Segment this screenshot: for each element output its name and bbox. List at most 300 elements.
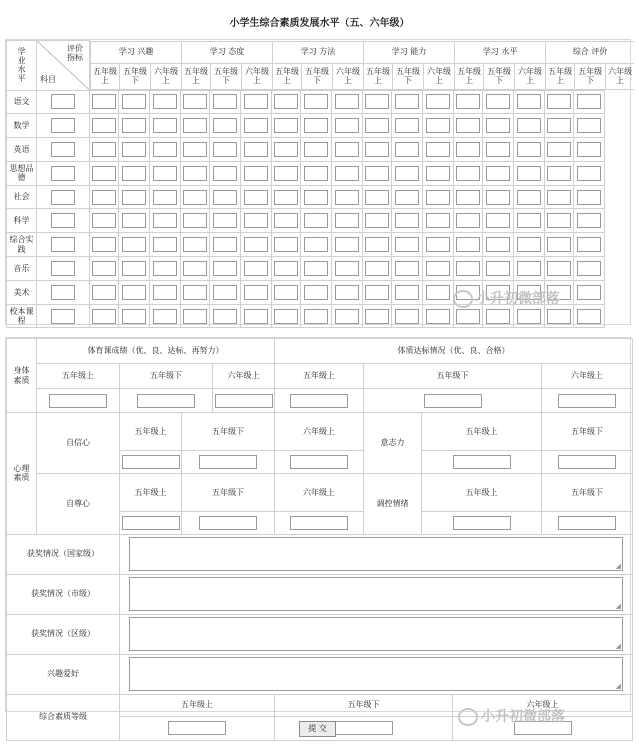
remark-textarea[interactable] (129, 657, 623, 691)
score-input[interactable] (335, 190, 359, 205)
score-input[interactable] (122, 309, 146, 324)
score-input[interactable] (395, 213, 419, 228)
score-input[interactable] (183, 309, 207, 324)
score-cell (332, 185, 363, 209)
score-input[interactable] (92, 285, 116, 300)
score-input[interactable] (274, 213, 298, 228)
score-input[interactable] (51, 213, 75, 228)
score-input[interactable] (213, 285, 237, 300)
score-input[interactable] (577, 285, 601, 300)
watermark (458, 706, 565, 726)
pe-input-cell (120, 389, 213, 413)
score-input[interactable] (274, 237, 298, 252)
score-input[interactable] (51, 237, 75, 252)
fitness-input[interactable] (290, 394, 348, 408)
score-input[interactable] (213, 237, 237, 252)
score-input[interactable] (92, 190, 116, 205)
subject-label: 社会 (7, 185, 37, 209)
score-input[interactable] (365, 118, 389, 133)
remark-textarea[interactable] (129, 577, 623, 611)
score-input[interactable] (577, 118, 601, 133)
score-cell (574, 233, 605, 257)
score-cell (363, 280, 392, 304)
resize-grip-icon[interactable]: ◢ (615, 642, 622, 650)
header-eval-label: 评价指标 (67, 44, 83, 63)
score-cell (272, 185, 301, 209)
score-input[interactable] (153, 118, 177, 133)
score-input[interactable] (244, 94, 268, 109)
score-input[interactable] (274, 285, 298, 300)
grade-header: 五年级上 (364, 63, 393, 89)
category-header: 学习 能力 (364, 41, 455, 63)
score-input[interactable] (395, 142, 419, 157)
score-cell (90, 233, 119, 257)
subject-row (7, 90, 634, 114)
score-input[interactable] (274, 118, 298, 133)
score-input[interactable] (153, 166, 177, 181)
score-input[interactable] (426, 309, 450, 324)
score-input[interactable] (365, 166, 389, 181)
remark-label: 获奖情况（市级） (7, 574, 120, 614)
score-input[interactable] (547, 261, 571, 276)
score-input[interactable] (365, 237, 389, 252)
remark-label: 获奖情况（国家级） (7, 534, 120, 574)
score-cell (392, 280, 423, 304)
score-input[interactable] (122, 190, 146, 205)
score-input[interactable] (213, 309, 237, 324)
score-cell (210, 138, 241, 162)
score-cell (423, 90, 454, 114)
score-input[interactable] (122, 94, 146, 109)
score-cell (181, 185, 210, 209)
score-cell (574, 161, 605, 185)
score-input[interactable] (183, 190, 207, 205)
subject-label: 数学 (7, 114, 37, 138)
score-input[interactable] (577, 142, 601, 157)
score-cell (241, 257, 272, 281)
score-cell (332, 138, 363, 162)
psych-input[interactable] (122, 455, 180, 469)
score-input[interactable] (365, 261, 389, 276)
pe-input-cell (37, 389, 120, 413)
score-input[interactable] (335, 309, 359, 324)
grade-header: 五年级下 (575, 63, 606, 89)
score-input[interactable] (51, 285, 75, 300)
score-input[interactable] (335, 142, 359, 157)
score-cell (514, 257, 545, 281)
watermark (453, 288, 560, 308)
score-cell (332, 304, 363, 328)
score-input[interactable] (577, 237, 601, 252)
score-cell (454, 185, 483, 209)
score-input[interactable] (213, 213, 237, 228)
score-input[interactable] (92, 166, 116, 181)
grade-header: 五年级下 (484, 63, 515, 89)
score-input[interactable] (365, 190, 389, 205)
psych-input-cell (542, 511, 633, 534)
score-cell (119, 185, 150, 209)
overall-grade-input[interactable] (168, 721, 226, 735)
psych-input[interactable] (558, 455, 616, 469)
score-cell (574, 304, 605, 328)
score-input[interactable] (577, 213, 601, 228)
score-input[interactable] (304, 213, 328, 228)
score-input[interactable] (304, 285, 328, 300)
score-input[interactable] (426, 285, 450, 300)
score-input[interactable] (547, 213, 571, 228)
score-input[interactable] (51, 166, 75, 181)
score-input[interactable] (517, 261, 541, 276)
score-input[interactable] (426, 190, 450, 205)
score-input[interactable] (274, 261, 298, 276)
score-input[interactable] (335, 94, 359, 109)
score-input[interactable] (335, 166, 359, 181)
overall-grade-input[interactable] (335, 721, 393, 735)
score-input[interactable] (577, 94, 601, 109)
score-input[interactable] (274, 190, 298, 205)
score-input[interactable] (304, 237, 328, 252)
score-input[interactable] (335, 261, 359, 276)
score-input[interactable] (153, 261, 177, 276)
score-input[interactable] (244, 309, 268, 324)
grade-header: 六年级上 (515, 63, 546, 89)
score-input[interactable] (274, 309, 298, 324)
score-input[interactable] (153, 213, 177, 228)
fitness-input[interactable] (424, 394, 482, 408)
score-input[interactable] (92, 309, 116, 324)
score-input[interactable] (274, 94, 298, 109)
score-input[interactable] (213, 94, 237, 109)
category-header-area (90, 41, 634, 91)
score-input[interactable] (92, 237, 116, 252)
score-cell (210, 280, 241, 304)
score-input[interactable] (577, 261, 601, 276)
subject-row (7, 233, 634, 257)
score-input[interactable] (244, 261, 268, 276)
score-cell (332, 161, 363, 185)
score-cell (574, 209, 605, 233)
score-cell (454, 161, 483, 185)
score-input[interactable] (547, 237, 571, 252)
psych-input[interactable] (290, 455, 348, 469)
subject-label: 语文 (7, 90, 37, 114)
grade-header: 五年级上 (91, 63, 120, 89)
score-input[interactable] (395, 190, 419, 205)
score-input[interactable] (51, 261, 75, 276)
score-input[interactable] (92, 213, 116, 228)
score-input[interactable] (122, 213, 146, 228)
score-input[interactable] (153, 285, 177, 300)
score-input[interactable] (486, 142, 510, 157)
score-input[interactable] (456, 94, 480, 109)
psych-grade-label: 五年级上 (422, 473, 542, 511)
score-input[interactable] (183, 213, 207, 228)
subject-row (7, 138, 634, 162)
psych-input-cell (542, 450, 633, 473)
score-cell (119, 209, 150, 233)
score-cell (272, 209, 301, 233)
score-input[interactable] (547, 166, 571, 181)
score-input[interactable] (274, 166, 298, 181)
watermark-logo-icon (458, 708, 478, 726)
academic-table (6, 40, 634, 328)
score-input[interactable] (486, 118, 510, 133)
score-input[interactable] (395, 118, 419, 133)
score-cell (574, 138, 605, 162)
score-input[interactable] (456, 190, 480, 205)
score-input[interactable] (517, 142, 541, 157)
category-header: 学习 水平 (455, 41, 546, 63)
overall-grade-label: 五年级上 (120, 694, 275, 716)
score-input[interactable] (517, 118, 541, 133)
remark-textarea[interactable] (129, 537, 623, 571)
score-input[interactable] (426, 213, 450, 228)
score-cell (119, 280, 150, 304)
psych-input[interactable] (453, 455, 511, 469)
subject-row (7, 161, 634, 185)
submit-button[interactable]: 提 交 (299, 721, 336, 737)
score-input[interactable] (183, 285, 207, 300)
score-input[interactable] (426, 166, 450, 181)
score-input[interactable] (244, 285, 268, 300)
score-cell (181, 257, 210, 281)
score-input[interactable] (122, 142, 146, 157)
score-input[interactable] (547, 142, 571, 157)
score-input[interactable] (486, 166, 510, 181)
score-input[interactable] (395, 285, 419, 300)
score-input[interactable] (183, 261, 207, 276)
score-input[interactable] (517, 166, 541, 181)
score-cell (392, 161, 423, 185)
score-cell (392, 257, 423, 281)
score-input[interactable] (153, 94, 177, 109)
resize-grip-icon[interactable]: ◢ (615, 602, 622, 610)
score-input[interactable] (304, 261, 328, 276)
score-input[interactable] (426, 142, 450, 157)
score-cell (483, 161, 514, 185)
score-input[interactable] (153, 309, 177, 324)
resize-grip-icon[interactable]: ◢ (615, 562, 622, 570)
score-input[interactable] (335, 285, 359, 300)
score-cell (423, 233, 454, 257)
score-input[interactable] (213, 190, 237, 205)
score-input[interactable] (51, 142, 75, 157)
score-cell (545, 138, 574, 162)
score-input[interactable] (456, 142, 480, 157)
score-input[interactable] (456, 237, 480, 252)
score-input[interactable] (395, 309, 419, 324)
grade-header: 五年级上 (182, 63, 211, 89)
score-input[interactable] (365, 94, 389, 109)
subject-label: 美术 (7, 280, 37, 304)
grade-header: 五年级上 (273, 63, 302, 89)
score-input[interactable] (486, 261, 510, 276)
score-input[interactable] (486, 213, 510, 228)
score-input[interactable] (304, 142, 328, 157)
score-input[interactable] (92, 94, 116, 109)
score-input[interactable] (244, 190, 268, 205)
score-input[interactable] (304, 309, 328, 324)
score-cell (301, 185, 332, 209)
pe-score-input[interactable] (49, 394, 107, 408)
score-input[interactable] (517, 190, 541, 205)
score-input[interactable] (51, 118, 75, 133)
score-input[interactable] (335, 118, 359, 133)
score-input[interactable] (51, 309, 75, 324)
score-input[interactable] (153, 237, 177, 252)
fitness-grade-label: 五年级下 (364, 364, 542, 389)
score-input[interactable] (244, 118, 268, 133)
score-input[interactable] (456, 118, 480, 133)
score-input[interactable] (547, 190, 571, 205)
score-cell (210, 185, 241, 209)
score-cell (423, 209, 454, 233)
pe-score-input[interactable] (137, 394, 195, 408)
score-input[interactable] (92, 261, 116, 276)
score-input[interactable] (51, 190, 75, 205)
score-cell (514, 114, 545, 138)
subject-row (7, 257, 634, 281)
score-input[interactable] (183, 118, 207, 133)
score-input[interactable] (426, 94, 450, 109)
score-cell (241, 280, 272, 304)
score-cell (272, 280, 301, 304)
score-input[interactable] (213, 118, 237, 133)
score-input[interactable] (335, 237, 359, 252)
score-cell (241, 90, 272, 114)
score-input[interactable] (517, 309, 541, 324)
score-input[interactable] (517, 94, 541, 109)
score-input[interactable] (365, 309, 389, 324)
score-input[interactable] (547, 309, 571, 324)
pe-score-input[interactable] (215, 394, 273, 408)
score-input[interactable] (486, 309, 510, 324)
score-input[interactable] (122, 118, 146, 133)
score-cell (301, 209, 332, 233)
score-cell (181, 233, 210, 257)
pe-grade-label: 六年级上 (213, 364, 275, 389)
score-cell (574, 280, 605, 304)
score-input[interactable] (122, 166, 146, 181)
score-input[interactable] (456, 213, 480, 228)
score-cell (363, 185, 392, 209)
score-input[interactable] (153, 190, 177, 205)
score-input[interactable] (183, 237, 207, 252)
score-input[interactable] (395, 166, 419, 181)
score-input[interactable] (304, 94, 328, 109)
score-input[interactable] (365, 142, 389, 157)
remark-textarea-cell (120, 534, 633, 574)
score-input[interactable] (274, 142, 298, 157)
remark-row (7, 574, 633, 614)
score-input[interactable] (304, 190, 328, 205)
score-cell (210, 161, 241, 185)
score-input[interactable] (183, 142, 207, 157)
psych-input-cell (422, 450, 542, 473)
score-input[interactable] (456, 166, 480, 181)
category-header: 综合 评价 (546, 41, 634, 63)
psych-input-cell (422, 511, 542, 534)
psych-input[interactable] (122, 516, 180, 530)
score-input[interactable] (183, 94, 207, 109)
score-input[interactable] (395, 261, 419, 276)
score-input[interactable] (122, 285, 146, 300)
score-input[interactable] (365, 285, 389, 300)
score-input[interactable] (244, 237, 268, 252)
psych-input[interactable] (199, 455, 257, 469)
remark-textarea-cell (120, 654, 633, 694)
score-input[interactable] (335, 213, 359, 228)
score-input[interactable] (486, 190, 510, 205)
score-input[interactable] (577, 309, 601, 324)
score-input[interactable] (122, 237, 146, 252)
score-input[interactable] (547, 94, 571, 109)
pe-grade-label: 五年级上 (37, 364, 120, 389)
score-input[interactable] (486, 237, 510, 252)
score-cell (181, 304, 210, 328)
score-input[interactable] (517, 237, 541, 252)
score-input[interactable] (92, 142, 116, 157)
score-cell (392, 209, 423, 233)
fitness-input-cell (542, 389, 633, 413)
score-input[interactable] (426, 261, 450, 276)
score-input[interactable] (426, 237, 450, 252)
score-input[interactable] (183, 166, 207, 181)
score-input[interactable] (213, 142, 237, 157)
score-input[interactable] (244, 213, 268, 228)
score-input[interactable] (395, 237, 419, 252)
score-input[interactable] (486, 94, 510, 109)
score-cell (514, 209, 545, 233)
score-input[interactable] (153, 142, 177, 157)
score-cell (210, 90, 241, 114)
score-cell (332, 280, 363, 304)
score-input[interactable] (517, 213, 541, 228)
fitness-input[interactable] (558, 394, 616, 408)
overall-grade-label: 六年级上 (453, 694, 633, 716)
score-cell (514, 90, 545, 114)
score-input[interactable] (577, 190, 601, 205)
psych-input[interactable] (558, 516, 616, 530)
score-cell (181, 114, 210, 138)
score-input[interactable] (304, 118, 328, 133)
score-input[interactable] (456, 309, 480, 324)
remark-textarea[interactable] (129, 617, 623, 651)
score-input[interactable] (244, 166, 268, 181)
score-input[interactable] (365, 213, 389, 228)
psych-grade-label: 五年级下 (182, 413, 275, 451)
resize-grip-icon[interactable]: ◢ (615, 682, 622, 690)
psych-input[interactable] (290, 516, 348, 530)
score-input[interactable] (92, 118, 116, 133)
psych-input[interactable] (453, 516, 511, 530)
score-input[interactable] (547, 118, 571, 133)
score-input[interactable] (426, 118, 450, 133)
score-input[interactable] (304, 166, 328, 181)
psych-input[interactable] (199, 516, 257, 530)
score-input[interactable] (122, 261, 146, 276)
score-input[interactable] (213, 166, 237, 181)
score-input[interactable] (244, 142, 268, 157)
score-input[interactable] (395, 94, 419, 109)
fitness-grade-label: 六年级上 (542, 364, 633, 389)
score-input[interactable] (456, 261, 480, 276)
psych-grade-label: 六年级上 (275, 473, 364, 511)
score-input[interactable] (213, 261, 237, 276)
score-input[interactable] (577, 166, 601, 181)
score-input[interactable] (51, 94, 75, 109)
score-cell (272, 161, 301, 185)
